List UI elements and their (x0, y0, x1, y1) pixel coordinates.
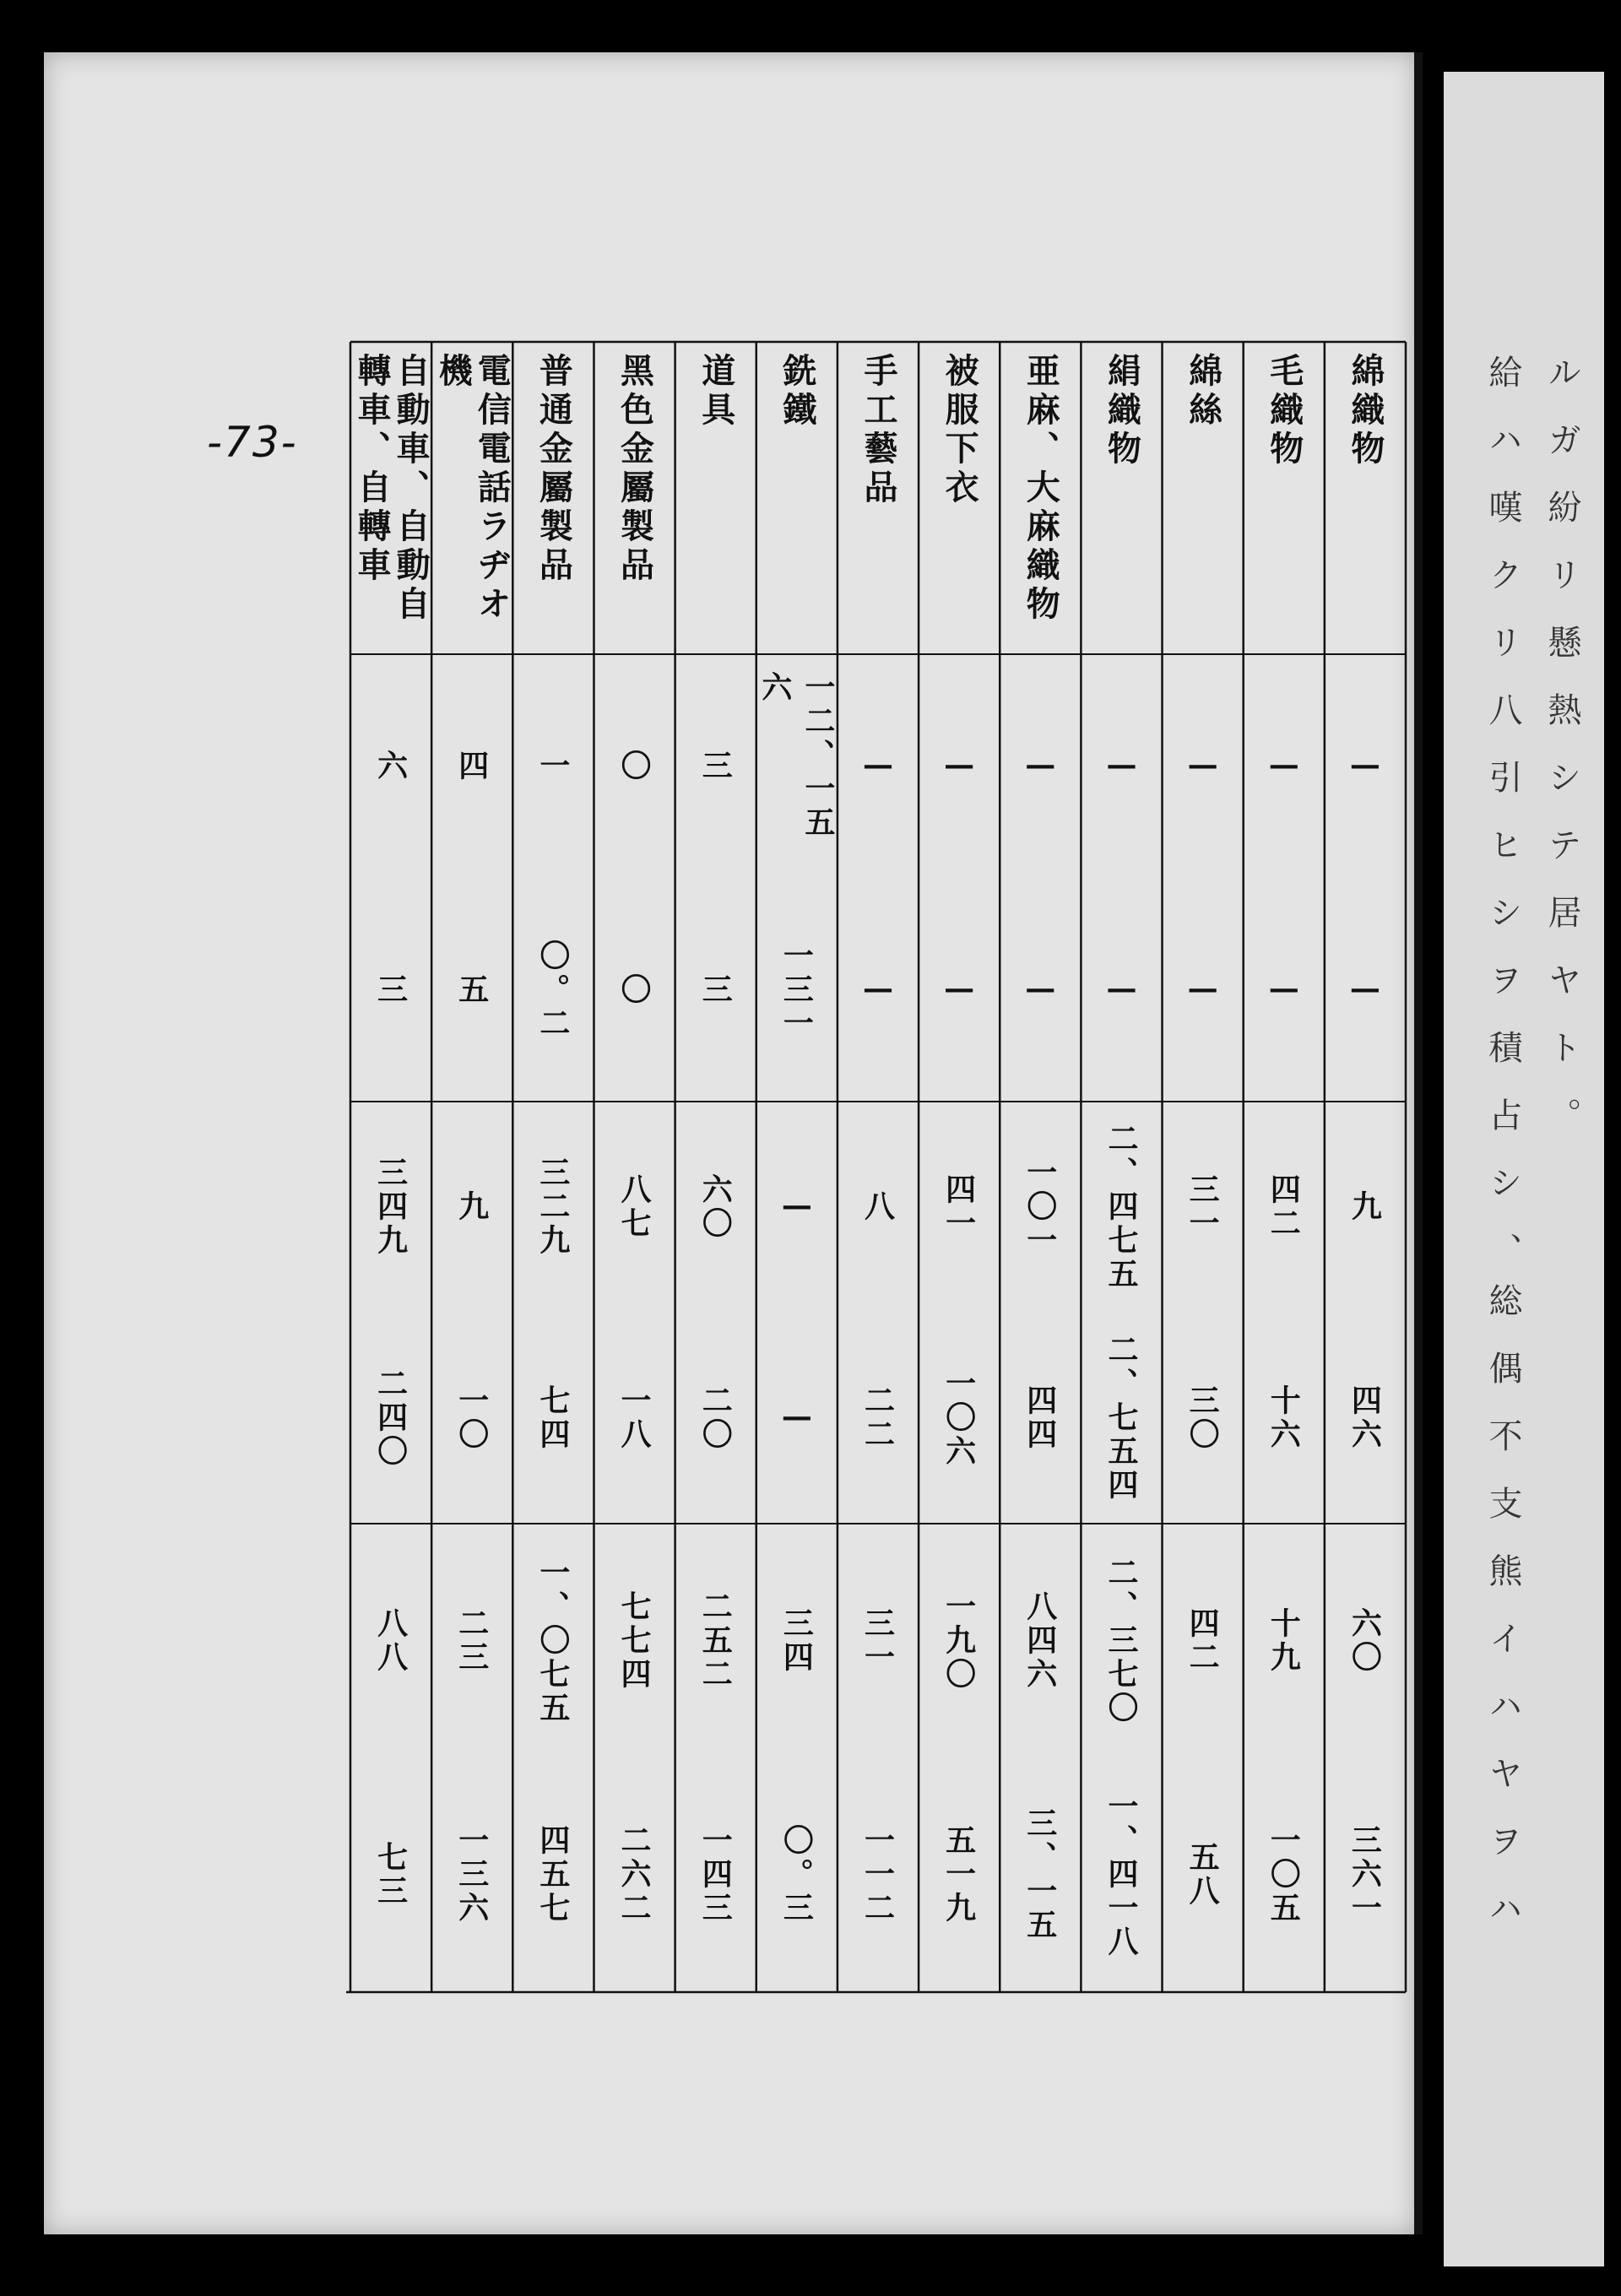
column-header: 綿絲 (1183, 353, 1223, 430)
table-cell: 〇。三 (778, 1824, 815, 1926)
column-header: 黑色金屬製品 (615, 353, 655, 586)
table-cell: 十六 (1266, 1384, 1302, 1452)
table-cell: 三 (697, 972, 734, 1007)
table-cell: 一九〇 (941, 1589, 977, 1692)
table-cell: 一八 (616, 1384, 653, 1452)
table-cell: 四四 (1022, 1384, 1058, 1452)
table-cell: 三四九 (372, 1156, 409, 1258)
table-cell: 二〇 (697, 1384, 734, 1452)
table-cell: 三二九 (534, 1156, 571, 1258)
table-cell: 一三六 (453, 1824, 490, 1926)
table-cell: — (778, 1188, 815, 1227)
table-cell: 三、一五 (1022, 1807, 1058, 1943)
table-cell: 六 (372, 749, 409, 783)
table-cell: 八八 (372, 1606, 409, 1675)
table-cell: 一〇五 (1266, 1824, 1302, 1926)
column-header: 手工藝品 (859, 353, 898, 508)
table-cell: 三 (372, 972, 409, 1007)
table-cell: 八四六 (1022, 1589, 1058, 1692)
table-cell: 一、四一八 (1103, 1790, 1139, 1960)
table-cell: — (1266, 970, 1302, 1010)
table-cell: — (941, 970, 978, 1010)
table-cell: — (1347, 970, 1383, 1010)
table-cell: — (1022, 970, 1059, 1010)
column-header: 亜麻、大麻織物 (1021, 353, 1061, 625)
table-cell: 一〇一 (1022, 1156, 1058, 1258)
column-header: 絹織物 (1102, 353, 1142, 469)
table-cell: 五八 (1185, 1841, 1221, 1909)
table-cell: 四六 (1347, 1384, 1383, 1452)
table-cell: 七三 (372, 1841, 409, 1909)
table-cell: 〇。二 (534, 939, 571, 1041)
table-cell: 一〇 (453, 1384, 490, 1452)
table-cell: — (1185, 746, 1221, 786)
trade-table (346, 338, 1410, 2001)
table-cell: 四二 (1266, 1173, 1302, 1241)
table-cell: 一四三 (697, 1824, 734, 1926)
column-header: 自動車、自動自轉車、自轉車 (352, 353, 431, 625)
table-cell: — (1266, 746, 1302, 786)
adjacent-line-1: ル ガ 紛 リ 懸 熱 シ テ 居 ヤ ト 。 (1542, 355, 1581, 1131)
table-cell: 五一九 (941, 1824, 977, 1926)
table-cell: 三六一 (1347, 1824, 1383, 1926)
table-cell: 一一二 (859, 1824, 896, 1926)
table-cell: 八 (859, 1190, 896, 1224)
table-cell: 一〇六 (941, 1367, 977, 1469)
table-cell: — (1103, 746, 1140, 786)
adjacent-line-2: 給 ハ 嘆 ク リ 八 引 ヒ シ ヲ 積 占 シ 、 総 偶 不 支 熊 イ ハ ヤ ヲ ハ (1483, 355, 1522, 1925)
table-cell: 一二、一五六 (756, 671, 836, 840)
table-cell: 三 (697, 749, 734, 783)
column-header: 銑鐵 (777, 353, 817, 430)
table-cell: 四一 (941, 1173, 977, 1241)
table-cell: 四二 (1185, 1606, 1221, 1675)
table-cell: 二二 (859, 1384, 896, 1452)
table-cell: 三四 (778, 1606, 815, 1675)
table-cell: — (1103, 970, 1140, 1010)
table-cell: — (1347, 746, 1383, 786)
table-cell: 二四〇 (372, 1367, 409, 1469)
table-cell: — (860, 746, 896, 786)
column-header: 道具 (696, 353, 736, 430)
table-cell: 九 (1347, 1190, 1383, 1224)
table-cell: 三一 (859, 1606, 896, 1675)
page-number: -73- (207, 418, 298, 467)
column-header: 毛織物 (1264, 353, 1304, 469)
table-cell: 四五七 (534, 1824, 571, 1926)
column-header: 普通金屬製品 (534, 353, 574, 586)
table-cell: 二六二 (616, 1824, 653, 1926)
column-header: 電信電話ラヂオ機 (433, 353, 512, 625)
table-cell: 二三 (453, 1606, 490, 1675)
table-cell: 二、三七〇 (1103, 1556, 1139, 1725)
table-cell: 六〇 (697, 1173, 734, 1241)
table-cell: 一、〇七五 (534, 1556, 571, 1725)
table-cell: — (1022, 746, 1059, 786)
table-cell: 三一 (1185, 1173, 1221, 1241)
table-cell: 二五二 (697, 1589, 734, 1692)
table-cell: 一三一 (778, 939, 815, 1041)
adjacent-page-text (1456, 355, 1591, 2001)
table-cell: 〇 (616, 749, 653, 783)
table-cell: — (778, 1399, 815, 1438)
column-header: 綿織物 (1345, 353, 1385, 469)
table-cell: 二、七五四 (1103, 1334, 1139, 1503)
table-cell: — (1185, 970, 1221, 1010)
table-cell: 三〇 (1185, 1384, 1221, 1452)
binding-edge (1414, 52, 1423, 2234)
table-cell: 七七四 (616, 1589, 653, 1692)
table-cell: 八七 (616, 1173, 653, 1241)
table-cell: 九 (453, 1190, 490, 1224)
table-cell: — (860, 970, 896, 1010)
table-cell: 四 (453, 749, 490, 783)
column-header: 被服下衣 (940, 353, 980, 508)
table-cell: 六〇 (1347, 1606, 1383, 1675)
table-cell: 十九 (1266, 1606, 1302, 1675)
table-cell: 五 (453, 972, 490, 1007)
table-cell: 〇 (616, 972, 653, 1007)
table-cell: — (941, 746, 978, 786)
table-cell: 七四 (534, 1384, 571, 1452)
table-cell: 二、四七五 (1103, 1123, 1139, 1292)
table-cell: 一 (534, 749, 571, 783)
